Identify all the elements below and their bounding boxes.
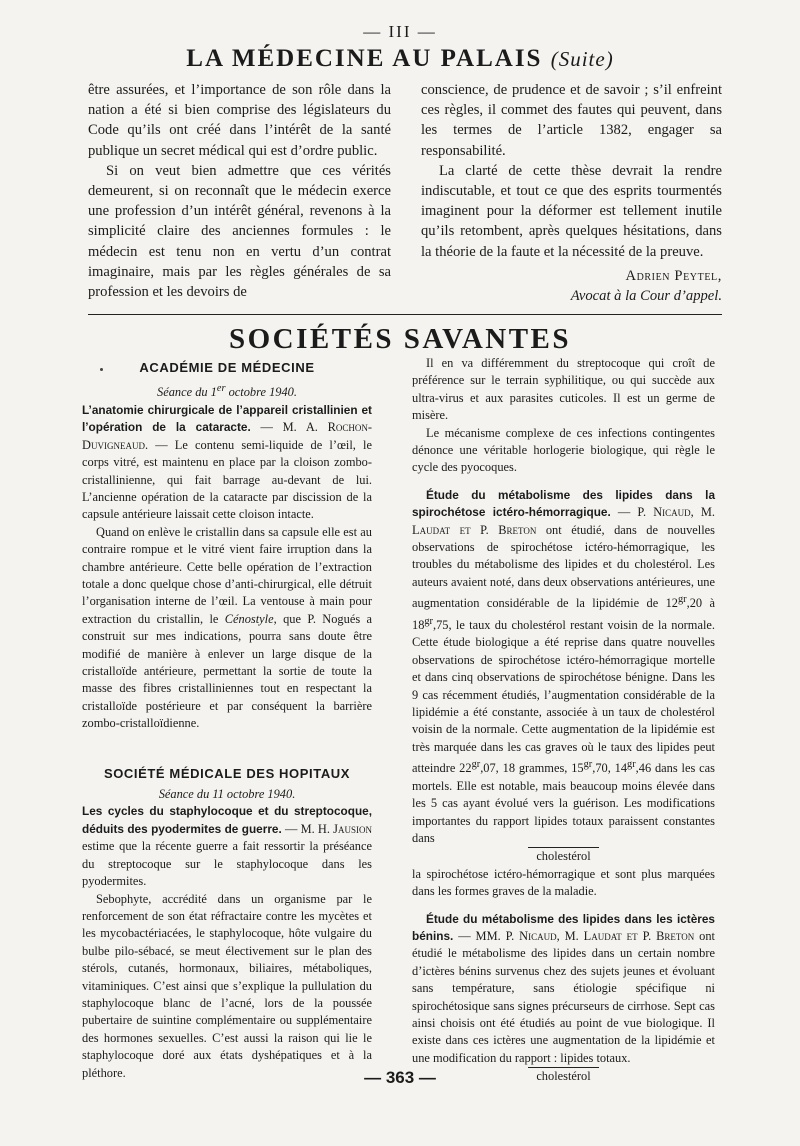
spirochetose-article-continuation: la spirochétose ictéro-hémorragique et sont plus marquées dans les formes graves de la maladie.	[412, 866, 715, 899]
icteres-article: Étude du métabolisme des lipides dans les ictères bénins. — MM. P. Nicaud, M. Laudat et P. Breton ont étudié le métabolisme des lipides dans un certain nombre d’ictères bénins survenus chez des sujets jeunes et évoluant sans température, sans étiologie spécifique ni spirochétosique sans signes précurseurs de cirrhose. Sept cas ainsi choisis ont été étudiés au point de vue biologique. Il existe dans ces ictères une augmentation de la lipidémie et une modification du rapport : lipides totaux.	[412, 911, 715, 1065]
societes-savantes-banner: SOCIÉTÉS SAVANTES	[228, 323, 572, 355]
savantes-column-right	[412, 355, 715, 1086]
hopitaux-article-title: Les cycles du staphylocoque et du streptocoque, déduits des pyodermites de guerre.	[82, 804, 372, 836]
ratio-denominator-2: cholestérol	[412, 1067, 715, 1085]
section-title-text: LA MÉDECINE AU PALAIS	[186, 45, 543, 72]
palais-column-right	[421, 80, 722, 306]
right-paragraph-1: Il en va différemment du streptocoque qui croît de préférence sur le terrain syphilitique, ou qui succède aux ultra-virus et aux parasites cuticoles. Il est un germe de misère.	[412, 356, 715, 423]
academie-seance: Séance du 1er octobre 1940.	[157, 383, 297, 400]
ratio-denominator-1: cholestérol	[412, 847, 715, 865]
right-paragraph-2: Le mécanisme complexe de ces infections contingentes dénonce une véritable horlogerie biologique, qui règle le cycle des pyocoques.	[412, 425, 715, 475]
palais-left-paragraph-1: être assurées, et l’importance de son rôle dans la nation a été si bien comprise des législateurs du Code qu’ils ont créé dans l’intérêt de la santé publique un secret médical qui est d’ordre public.	[88, 82, 391, 159]
academie-article-author: — M. A. Rochon-Duvigneaud.	[82, 420, 372, 452]
hopitaux-article-paragraph-2: Sebophyte, accrédité dans un organisme par le renforcement de son état réfractaire contre les mycètes et les mycobactériacées, le staphylocoque, hôte vulgaire du bulbe pilo-sébacé, se meut électivement sur le plan des stérols, cutanés, hormonaux, biliaires, métaboliques, vitaminiques. C’est ainsi que s’explique la pullulation du staphylocoque blanc de l’acné, lors de la poussée pubertaire de suintine complémentaire ou supplémentaire des hormones sexuelles. C’est aussi la raison qui lie le staphylocoque doré aux états dyshépatiques et à la pléthore.	[82, 891, 372, 1080]
palais-right-paragraph-1: conscience, de prudence et de savoir ; s’il enfreint ces règles, il commet des fautes qui peuvent, dans les termes de l’article 1382, engager sa responsabilité.	[421, 82, 722, 159]
signature-name: Adrien Peytel,	[625, 267, 722, 284]
hopitaux-heading: SOCIÉTÉ MÉDICALE DES HOPITAUX	[103, 765, 351, 781]
academie-heading: ACADÉMIE DE MÉDECINE	[139, 360, 315, 375]
palais-right-paragraph-2: La clarté de cette thèse devrait la rendre indiscutable, et tout ce que des esprits tourmentés imaginent pour la déformer est tellement inutile qu’ils retombent, après quelques hésitations, dans la théorie de la faute et la nécessité de la preuve.	[421, 162, 722, 260]
section-title	[0, 45, 800, 73]
section-title-suffix: (Suite)	[550, 47, 614, 71]
page-number: — 363 —	[364, 1068, 436, 1087]
icteres-article-authors: — MM. P. Nicaud, M. Laudat et P. Breton	[453, 928, 695, 943]
hopitaux-article-author: — M. H. Jausion	[281, 821, 372, 836]
academie-article-title: L’anatomie chirurgicale de l’appareil cristallinien et l’opération de la cataracte.	[82, 402, 372, 435]
section-divider	[88, 314, 722, 315]
palais-column-left	[88, 80, 391, 302]
academie-article: L’anatomie chirurgicale de l’appareil cristallinien et l’opération de la cataracte. — M. A. Rochon-Duvigneaud. — Le contenu semi-liquide de l’œil, le corps vitré, est maintenu en place par la cloison zombo-cristallinienne, qui fait barrage au-devant de lui. L’ancienne opération de la cataracte par discission de la capsule antérieure laissait cette cloison intacte.	[82, 402, 372, 522]
palais-left-paragraph-2: Si on veut bien admettre que ces vérités demeurent, si on reconnaît que le médecin exerce une profession d’un intérêt général, revenons à la simplicité claire des anciennes formules : le médecin est tenu non en vertu d’un contrat imaginaire, mais par les règles générales de sa profession et les devoirs de	[88, 162, 391, 301]
signature-title: Avocat à la Cour d’appel.	[570, 288, 722, 305]
spirochetose-article-title: Étude du métabolisme des lipides dans la spirochétose ictéro-hémorragique.	[412, 487, 715, 520]
hopitaux-seance: Séance du 11 octobre 1940.	[158, 787, 296, 802]
savantes-column-left	[82, 355, 372, 1082]
spirochetose-article: Étude du métabolisme des lipides dans la spirochétose ictéro-hémorragique. — P. Nicaud, M. Laudat et P. Breton ont étudié, dans de nouvelles observations de spirochétose ictéro-hémorragique, les troubles du métabolisme des lipides et du cholestérol. Les auteurs avaient noté, dans deux observations antérieures, une augmentation considérable de la lipidémie de $12^{gr},20$ à $18^{gr},75$, le taux du cholestérol restant voisin de la normale. Cette étude biologique a été reprise dans quatre nouvelles observations de spirochétose ictéro-hémorragique mortelle et dans cinq observations de spirochétose bénigne. Dans les 9 cas récemment étudiés, l’augmentation considérable de la lipidémie a été constante, associée à un taux de cholestérol voisin de la normale. Cette augmentation de la lipidémie est très marquée dans les cas graves où le taux des lipides peut atteindre $22^{gr},07$, 18 grammes, $15^{gr},70$, $14^{gr},46$ dans les cas mortels. Elle est notable, mais beaucoup moins élevée dans les 5 cas ayant évolué vers la guérison. Les modifications importantes du rapport lipides totaux paraissent constantes dans	[412, 487, 715, 845]
spirochetose-article-authors: — P. Nicaud, M. Laudat et P. Breton	[412, 505, 715, 537]
icteres-article-title: Étude du métabolisme des lipides dans les ictères bénins.	[412, 911, 715, 943]
hopitaux-article: Les cycles du staphylocoque et du streptocoque, déduits des pyodermites de guerre. — M. H. Jausion estime que la récente guerre a fait ressortir la préséance du streptocoque sur le staphylocoque dans les pyodermites.	[82, 804, 372, 889]
page-roman-numeral: — III —	[363, 22, 437, 41]
academie-article-paragraph-2: Quand on enlève le cristallin dans sa capsule elle est au contraire rompue et le vitré vient faire irruption dans la chambre antérieure. Cette belle opération de l’extraction totale a donc quelque chose d’anti-chirurgical, elle détruit l’organisation interne de l’œil. La ventouse à main pour extraction du cristallin, le Cénostyle, que P. Nogués a construit sur mes indications, pourra sans doute être modifié de manière à enlever un large disque de la cristalloïde antérieure, permettant la sortie de toute la masse des fibres cristalliniennes tout en respectant la cristalloïde postérieure et par conséquent la barrière zombo-cristalloïdienne.	[82, 524, 372, 731]
